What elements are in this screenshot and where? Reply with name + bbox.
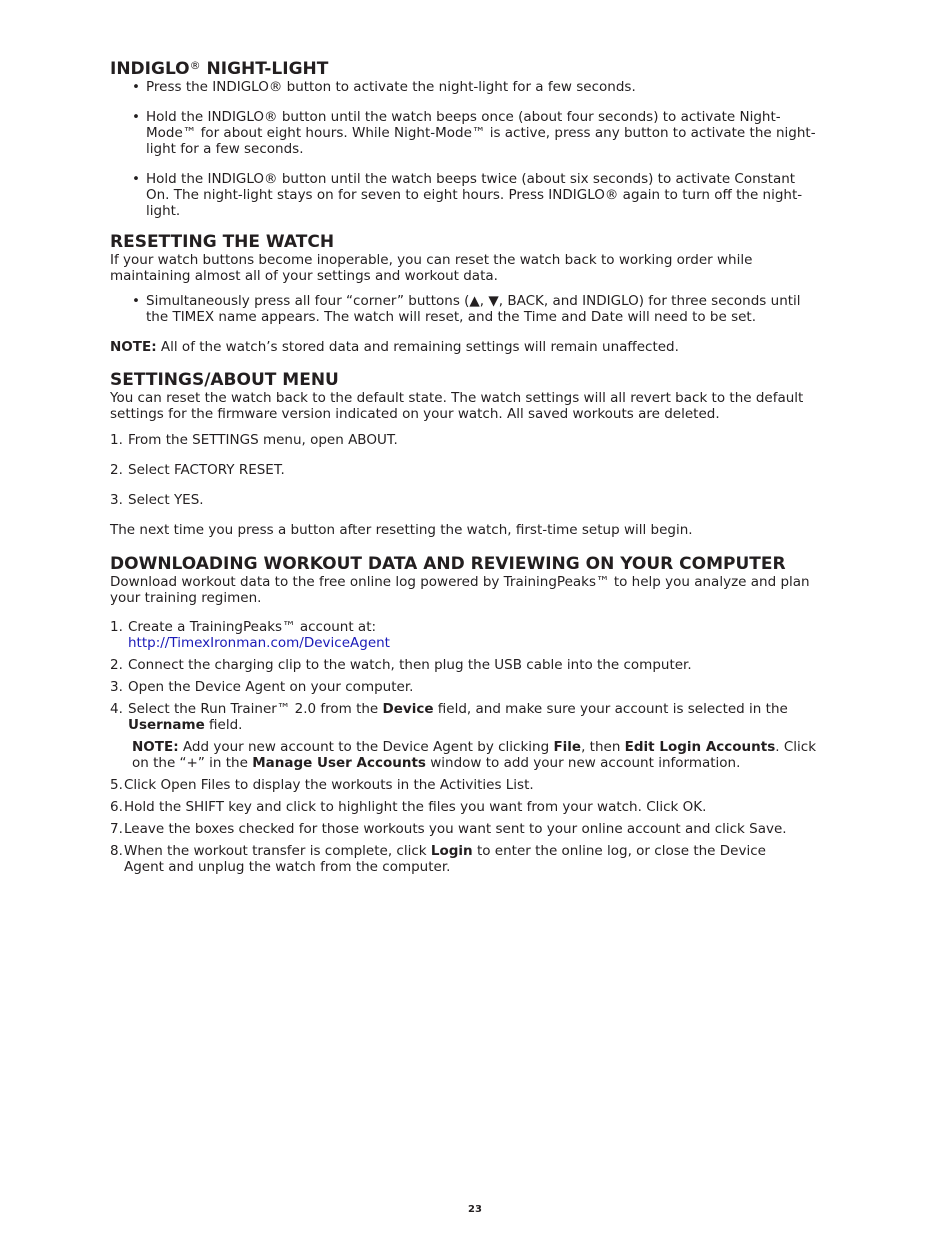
step-text: Leave the boxes checked for those workouts you want sent to your online account and click Save. xyxy=(124,821,787,837)
step-text: Open the Device Agent on your computer. xyxy=(128,679,414,695)
step-number: 2. xyxy=(110,657,123,673)
step-text: Click Open Files to display the workouts in the Activities List. xyxy=(124,777,534,793)
list-item xyxy=(110,432,830,448)
step-text: to enter the online log, or close the Device Agent and unplug the watch from the computer. xyxy=(124,843,766,875)
settings-closing: The next time you press a button after resetting the watch, first-time setup will begin. xyxy=(110,522,693,538)
note-label: NOTE: xyxy=(110,339,157,355)
menu-name-edit-login-accounts: Edit Login Accounts xyxy=(624,739,776,755)
list-item xyxy=(110,492,830,508)
step-number: 6. xyxy=(110,799,123,815)
step-text: field, and make sure your account is selected in the xyxy=(433,701,788,717)
list-item: • Hold the INDIGLO® button until the watch beeps once (about four seconds) to activate Night-Mode™ for about eight hours. While Night-Mode™ is active, press any button to activate the night-light for a few seconds. xyxy=(110,109,830,157)
step-text: Create a TrainingPeaks™ account at: xyxy=(128,619,377,635)
list-item xyxy=(110,777,830,793)
step-number: 7. xyxy=(110,821,123,837)
downloading-intro: Download workout data to the free online log powered by TrainingPeaks™ to help you analyze and plan your training regimen. xyxy=(110,574,810,606)
note-text: . Click on the “+” in the xyxy=(132,739,817,771)
settings-intro: You can reset the watch back to the default state. The watch settings will all revert back to the default settings for the firmware version indicated on your watch. All saved workouts are deleted. xyxy=(110,390,804,422)
manual-page xyxy=(110,56,830,875)
step-text: Select the Run Trainer™ 2.0 from the xyxy=(128,701,383,717)
menu-name-file: File xyxy=(553,739,582,755)
section-title-settings: SETTINGS/ABOUT MENU xyxy=(110,370,339,390)
page-number: 23 xyxy=(468,1204,482,1215)
settings-step-list xyxy=(110,432,830,508)
device-agent-link[interactable]: http://TimexIronman.com/DeviceAgent xyxy=(128,635,390,651)
window-name-manage-user-accounts: Manage User Accounts xyxy=(252,755,426,771)
list-item: • Press the INDIGLO® button to activate the night-light for a few seconds. xyxy=(110,79,830,95)
note-text: All of the watch’s stored data and remaining settings will remain unaffected. xyxy=(156,339,679,355)
field-name-device: Device xyxy=(382,701,434,717)
list-item xyxy=(110,657,830,673)
step-text: field. xyxy=(204,717,243,733)
step-number: 3. xyxy=(110,679,123,695)
downloading-step-list xyxy=(110,619,830,733)
step-text: Hold the SHIFT key and click to highlight the files you want from your watch. Click OK. xyxy=(124,799,707,815)
list-item xyxy=(110,462,830,478)
note-label: NOTE: xyxy=(132,739,179,755)
section-title-resetting: RESETTING THE WATCH xyxy=(110,232,335,252)
title-text-rest: NIGHT-LIGHT xyxy=(200,59,329,79)
resetting-bullet-list xyxy=(110,293,830,325)
device-agent-note xyxy=(110,739,830,771)
list-item xyxy=(110,701,830,733)
step-number: 3. xyxy=(110,492,123,508)
button-name-login: Login xyxy=(430,843,473,859)
resetting-intro: If your watch buttons become inoperable, you can reset the watch back to working order while maintaining almost all of your settings and workout data. xyxy=(110,252,753,284)
list-item xyxy=(110,799,830,815)
step-text: Connect the charging clip to the watch, then plug the USB cable into the computer. xyxy=(128,657,692,673)
step-number: 5. xyxy=(110,777,123,793)
field-name-username: Username xyxy=(128,717,205,733)
note-text: window to add your new account information. xyxy=(425,755,741,771)
registered-mark: ® xyxy=(189,59,201,72)
step-text: From the SETTINGS menu, open ABOUT. xyxy=(128,432,398,448)
step-number: 1. xyxy=(110,432,123,448)
list-item: • Simultaneously press all four “corner” buttons (▲, ▼, BACK, and INDIGLO) for three seconds until the TIMEX name appears. The watch will reset, and the Time and Date will need to be set. xyxy=(110,293,830,325)
list-item xyxy=(110,619,830,651)
resetting-note xyxy=(110,339,830,355)
step-number: 2. xyxy=(110,462,123,478)
step-number: 8. xyxy=(110,843,123,859)
list-item xyxy=(110,843,830,875)
step-number: 1. xyxy=(110,619,123,635)
title-text: INDIGLO xyxy=(110,59,190,79)
indiglo-bullet-list xyxy=(110,79,830,219)
section-title-indiglo xyxy=(110,56,830,79)
step-text: When the workout transfer is complete, click xyxy=(124,843,431,859)
step-text: Select YES. xyxy=(128,492,204,508)
downloading-step-list-continued xyxy=(110,777,830,875)
section-title-downloading: DOWNLOADING WORKOUT DATA AND REVIEWING ON YOUR COMPUTER xyxy=(110,554,786,574)
note-text: Add your new account to the Device Agent by clicking xyxy=(178,739,554,755)
list-item xyxy=(110,821,830,837)
list-item: • Hold the INDIGLO® button until the watch beeps twice (about six seconds) to activate Constant On. The night-light stays on for seven to eight hours. Press INDIGLO® again to turn off the night-light. xyxy=(110,171,830,219)
step-number: 4. xyxy=(110,701,123,717)
step-text: Select FACTORY RESET. xyxy=(128,462,285,478)
note-text: , then xyxy=(581,739,625,755)
list-item xyxy=(110,679,830,695)
